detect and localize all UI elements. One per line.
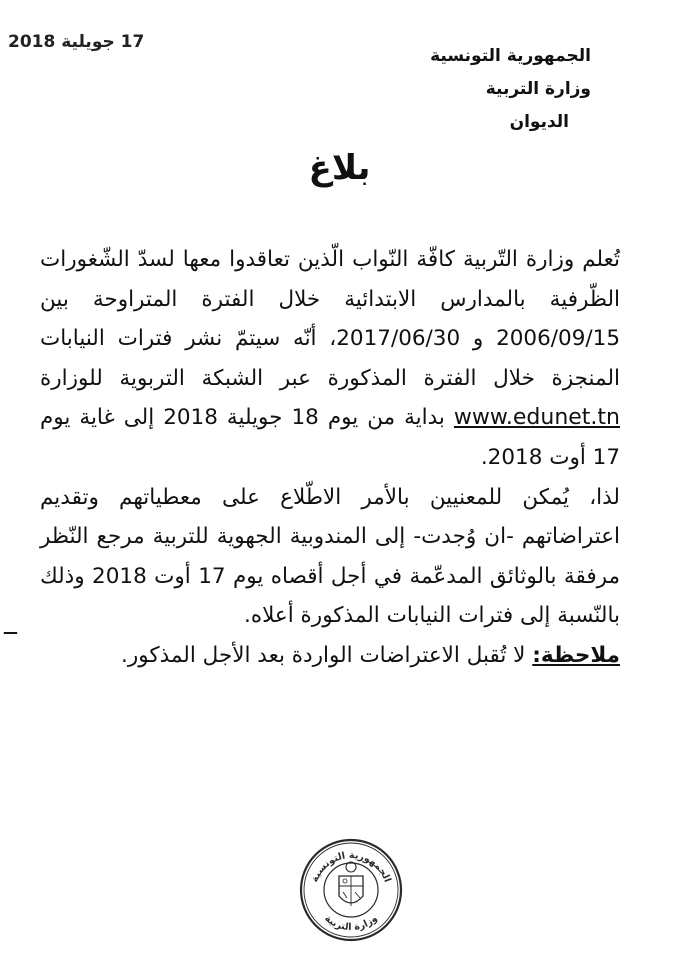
paragraph-2: لذا، يُمكن للمعنيين بالأمر الاطّلاع على معطياتهم وتقديم اعتراضاتهم -ان وُجدت- إلى المندوبية الجهوية للتربية مرجع النّظر مرفقة بالوثائق المدعّمة في أجل أقصاه يوم 17 أوت 2018 وذلك بالنّسبة إلى فترات النيابات المذكورة أعلاه. xyxy=(40,484,620,629)
ministry-line: وزارة التربية xyxy=(485,79,591,99)
note-paragraph xyxy=(40,636,620,676)
website-link[interactable]: www.edunet.tn xyxy=(453,405,620,431)
paragraph-1-text: تُعلم وزارة التّربية كافّة النّواب الّذين تعاقدوا معها لسدّ الشّغورات الظّرفية بالمدارس الابتدائية خلال الفترة المتراوحة بين 2006/09/15 و 2017/06/30، أنّه سيتمّ نشر فترات النيابات المنجزة خلال الفترة المذكورة عبر الشبكة التربوية للوزارة xyxy=(40,247,620,391)
note-label: ملاحظة: xyxy=(532,642,620,668)
office-line: الديوان xyxy=(509,112,569,132)
republic-line: الجمهورية التونسية xyxy=(430,46,591,66)
note-text: لا تُقبل الاعتراضات الواردة بعد الأجل المذكور. xyxy=(121,642,526,668)
paragraph-1-end: بداية من يوم 18 جويلية 2018 إلى غاية يوم 17 أوت 2018. xyxy=(40,405,620,470)
document-title: بلاغ xyxy=(308,148,371,188)
date-stamp: 17 جويلية 2018 xyxy=(8,32,145,52)
paragraph-1 xyxy=(40,240,620,478)
announcement-body xyxy=(40,240,620,676)
svg-text:وزارة التربية: وزارة التربية xyxy=(322,913,380,934)
ministry-seal-stamp xyxy=(297,836,405,944)
margin-mark: ــ xyxy=(4,615,17,640)
letterhead xyxy=(371,40,591,139)
svg-text:الجمهورية التونسية: الجمهورية التونسية xyxy=(309,849,393,884)
